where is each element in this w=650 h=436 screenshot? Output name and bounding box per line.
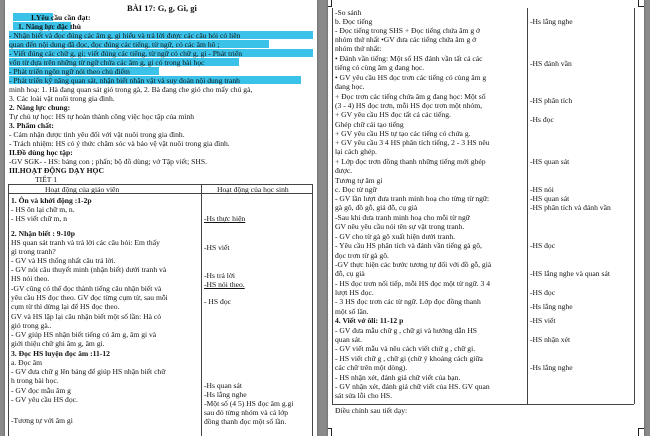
student-cell-text: -Hs trả lời [204, 271, 236, 280]
crop-mark [638, 428, 644, 429]
table-cell-text: - Đọc tiếng trong SHS + Đọc tiếng chứa âm g ở [335, 26, 481, 35]
document-page-right [328, 0, 644, 436]
table-cell-text: giỏ trong gà.. [11, 321, 52, 330]
table-cell-text: - 3 HS đọc trơn các từ ngữ. Lớp đọc đồng thanh [335, 297, 481, 306]
table-cell-text: - HS viết chữ g , chữ gi (chữ ý khoảng cách giữa [335, 354, 483, 363]
table-cell-text: a. Đọc âm [11, 358, 42, 367]
text-line: quan đến nội dung đã đọc, đọc đúng các tiếng, từ ngữ, có các âm hô ; [9, 40, 220, 49]
crop-mark [328, 428, 332, 429]
student-cell-text: -Hs lắng nghe [204, 390, 247, 399]
text-line: -GV SGK- - HS: bảng con ; phấn; bộ đồ dùng; vở Tập viết; SHS. [9, 157, 208, 166]
table-cell-text: yêu cầu HS đọc theo. GV đọc từng cụm từ, sau mỗi [11, 293, 168, 302]
text-line: vốn từ dựa trên những từ ngữ chứa các âm g, gi có trong bài học [9, 58, 205, 67]
table-cell-text: - HS viết chữ m, n [11, 214, 68, 223]
table-cell-text: được. [335, 166, 353, 175]
student-cell-text: -HS nói theo. [204, 280, 245, 289]
table-cell-text: + Lớp đọc trơn đồng thanh những tiếng mới ghép [335, 157, 486, 166]
text-line: minh hoạ: 1. Hà đang quan sát gió trong gà, 2. Bà đang che gió cho mấy chú gà, [9, 85, 253, 94]
crop-mark [638, 6, 644, 7]
table-border [332, 8, 333, 404]
adjustment-note-label: Điều chỉnh sau tiết dạy: [335, 406, 408, 415]
table-cell-text: lượt HS đọc. [335, 288, 374, 297]
student-cell-text: -HS đọc [530, 241, 556, 250]
table-cell-text: - GV đưa mẫu chữ g , chữ gi và hướng dẫn HS [335, 326, 478, 335]
table-cell-text: -Sau khi đưa tranh minh hoạ cho mỗi từ ngữ [335, 213, 470, 222]
table-cell-text: h trong bài học. [11, 376, 59, 385]
table-cell-text: -GV thực hiện các bước tương tự đối với đồ gỗ, giá [335, 260, 492, 269]
student-cell-text: -HS quan sát [530, 194, 570, 203]
student-cell-text: -HS phân tích và đánh vần [530, 203, 611, 212]
table-border [634, 8, 635, 404]
student-cell-text: -HS đánh vần [530, 59, 572, 68]
table-cell-text: • Đánh vần tiếng: Một số HS đánh vần tất cả các [335, 54, 483, 63]
table-cell-text: gì trong tranh? [11, 247, 56, 256]
table-cell-text: - GV giúp HS nhận biết tiếng có âm g, âm gi và [11, 330, 157, 339]
text-line: - Phát triển ngôn ngữ nói theo chủ điểm [9, 67, 130, 76]
table-cell-text: Tương tự âm gi [335, 176, 383, 185]
table-cell-text: -Tương tự với âm gi [11, 416, 73, 425]
table-cell-text: GV nêu yêu cầu nói tên sự vật trong tranh. [335, 222, 465, 231]
table-cell-text: HS quan sát tranh và trả lời các câu hỏi: Em thấy [11, 238, 160, 247]
table-cell-text: - HS nhận xét, đánh giá chữ viết của bạn. [335, 373, 461, 382]
student-cell-text: đồng thanh đọc một số lần. [204, 417, 287, 426]
table-cell-text: các chữ trên một dòng). [335, 363, 408, 372]
heading-activities: III.HOẠT ĐỘNG DẠY HỌC [9, 166, 104, 175]
student-cell-text: -Hs đọc [530, 115, 554, 124]
text-line: - Phát triển kỹ năng quan sát, nhận biết nhân vật và suy đoán nội dung tranh [9, 76, 240, 85]
table-cell-text: - GV đưa chữ g lên bảng để giúp HS nhận biết chữ [11, 367, 166, 376]
table-cell-text: + GV yêu cầu 3 4 HS phân tích tiếng, 2 - 3 HS nêu [335, 138, 490, 147]
table-cell-text: - Yêu cầu HS phân tích và đánh vần tiếng gà gô, [335, 241, 482, 250]
table-cell-text: - GV cho từ gà gô xuất hiện dưới tranh. [335, 232, 456, 241]
heading-requirements: I.Yêu cầu cần đạt: [31, 13, 91, 22]
table-cell-text: - GV nhận xét, đánh giá chữ viết của HS. GV quan [335, 382, 490, 391]
table-cell-text: giới thiệu chữ ghi âm g, âm gi. [11, 339, 105, 348]
table-cell-text: đọc trơn từ gà gô. [335, 251, 389, 260]
table-cell-text: - GV lần lượt đưa tranh minh hoạ cho từng từ ngữ: [335, 194, 490, 203]
text-line: Tự chủ tự học: HS tự hoàn thành công việc học tập của mình [9, 112, 195, 121]
text-line: 3. Các loài vật nuôi trong gia đình. [9, 94, 115, 103]
text-line: - Nhận biết và đọc đúng các âm g, gi hiểu và trả lời được các câu hỏi có liên [9, 31, 241, 40]
student-cell-text: -HS quan sát [530, 157, 570, 166]
crop-mark [331, 428, 332, 436]
table-cell-text: Ghép chữ cái tạo tiếng [335, 120, 404, 129]
heading-materials: II.Đồ dùng học tập: [9, 148, 73, 157]
table-cell-text: • GV yêu cầu HS đọc trơn các tiếng có cùng âm g [335, 73, 487, 82]
text-line: - Cảm nhận được tình yêu đối với vật nuôi trong gia đình. [9, 130, 185, 139]
table-cell-text: nhóm thứ nhất: [335, 44, 382, 53]
student-cell-text: - HS đọc [204, 297, 231, 306]
table-cell-text: -GV cũng có thể đọc thành tiếng câu nhận biết và [11, 284, 162, 293]
student-cell-text: -HS lắng nghe và quan sát [530, 269, 610, 278]
table-cell-text: - GV yêu cầu HS đọc. [11, 395, 78, 404]
table-cell-text: + GV yêu cầu HS đọc tất cả các tiếng. [335, 110, 451, 119]
table-cell-text: b. Đọc tiếng [335, 17, 373, 26]
table-border [332, 404, 634, 405]
table-cell-text: đỗ, cụ già [335, 269, 365, 278]
student-cell-text: -Hs lắng nghe [530, 17, 573, 26]
heading-specific: 1. Năng lực đặc thù [18, 22, 81, 31]
table-cell-text: đang học. [335, 82, 365, 91]
heading-general: 2. Năng lực chung: [9, 103, 71, 112]
student-cell-text: -HS phân tích [530, 96, 573, 105]
table-cell-text: nhóm thứ nhất •GV đưa các tiếng chứa âm g ở [335, 35, 477, 44]
table-cell-text: (3 - 4) HS đọc trơn, mỗi HS đọc trơn một nhóm, [335, 101, 483, 110]
text-line: - Trách nhiệm: HS có ý thức chăm sóc và bảo vệ vật nuôi trong gia đình. [9, 139, 230, 148]
section-heading: 2. Nhận biết : 9-10p [11, 229, 75, 238]
student-cell-text: -Hs lắng nghe [530, 363, 573, 372]
table-cell-text: + GV yêu cầu HS tự tạo các tiếng có chứa g. [335, 129, 471, 138]
table-border [8, 184, 9, 436]
student-cell-text: -Hs thực hiện [204, 214, 246, 223]
table-cell-text: - HS ôn lại chữ m, n. [11, 205, 75, 214]
student-cell-text: -Hs lắng nghe [530, 302, 573, 311]
section-heading: 1. Ôn và khởi động :1-2p [11, 196, 92, 205]
table-cell-text: - GV và HS thống nhất câu trả lời. [11, 256, 116, 265]
student-cell-text: -HS nhận xét [530, 335, 571, 344]
student-cell-text: -HS đọc [530, 288, 556, 297]
table-cell-text: GV và HS lặp lại câu nhận biết một số lần: Hà có [11, 312, 162, 321]
table-cell-text: lại cách ghép. [335, 147, 377, 156]
crop-mark [328, 6, 332, 7]
student-cell-text: -HS nói [530, 185, 554, 194]
table-cell-text: quan sát. [335, 335, 362, 344]
table-header-student: Hoạt động của học sinh [217, 185, 289, 194]
text-line: - Viết đúng các chữ g, gi; viết đúng các tiếng, từ ngữ có chữ g, gi - Phát triển [9, 49, 243, 58]
table-header-teacher: Hoạt động của giáo viên [45, 185, 120, 194]
lesson-title: BÀI 17: G, g, Gi, gi [127, 3, 197, 13]
student-cell-text: -Một số (4 5) HS đọc âm g.gi [204, 399, 294, 408]
table-cell-text: gà gô, đồ gỗ, giá đỗ, cụ già [335, 203, 418, 212]
table-cell-text: -So sánh [335, 8, 362, 17]
table-cell-text: HS nói theo. [11, 274, 50, 283]
section-heading: 3. Đọc HS luyện đọc âm :11-12 [11, 349, 110, 358]
student-cell-text: sau đó từng nhóm và cả lớp [204, 408, 289, 417]
document-page-left [5, 0, 317, 436]
table-cell-text: sát sửa lỗi cho HS. [335, 391, 393, 400]
table-cell-text: - HS đọc trơn nối tiếp, mỗi HS đọc một từ ngữ. 3 4 [335, 279, 491, 288]
table-cell-text: cụm từ thì dừng lại để HS đọc theo. [11, 302, 120, 311]
table-cell-text: tiếng có cùng âm g đang học. [335, 63, 425, 72]
table-cell-text: + Đọc trơn các tiếng chứa âm g đang học: Một số [335, 92, 486, 101]
table-border [527, 8, 528, 404]
table-cell-text: - GV viết mẫu và nêu cách viết chữ g , chữ gi. [335, 344, 476, 353]
heading-qualities: 3. Phẩm chất: [9, 121, 54, 130]
table-border [312, 184, 313, 436]
table-cell-text: - GV nói câu thuyết minh (nhận biết) dưới tranh và [11, 265, 167, 274]
period-label: TIẾT 1 [35, 175, 58, 184]
table-cell-text: c. Đọc từ ngữ [335, 185, 377, 194]
table-cell-text: một số lần. [335, 307, 369, 316]
student-cell-text: -HS viết [204, 243, 230, 252]
student-cell-text: -Hs quan sát [204, 381, 242, 390]
table-cell-text: - GV đọc mẫu âm g [11, 386, 71, 395]
student-cell-text: -HS viết [530, 316, 556, 325]
table-border [201, 184, 202, 436]
crop-mark [638, 428, 639, 436]
section-heading: 4. Viết vở ôli: 11-12 p [335, 316, 404, 325]
